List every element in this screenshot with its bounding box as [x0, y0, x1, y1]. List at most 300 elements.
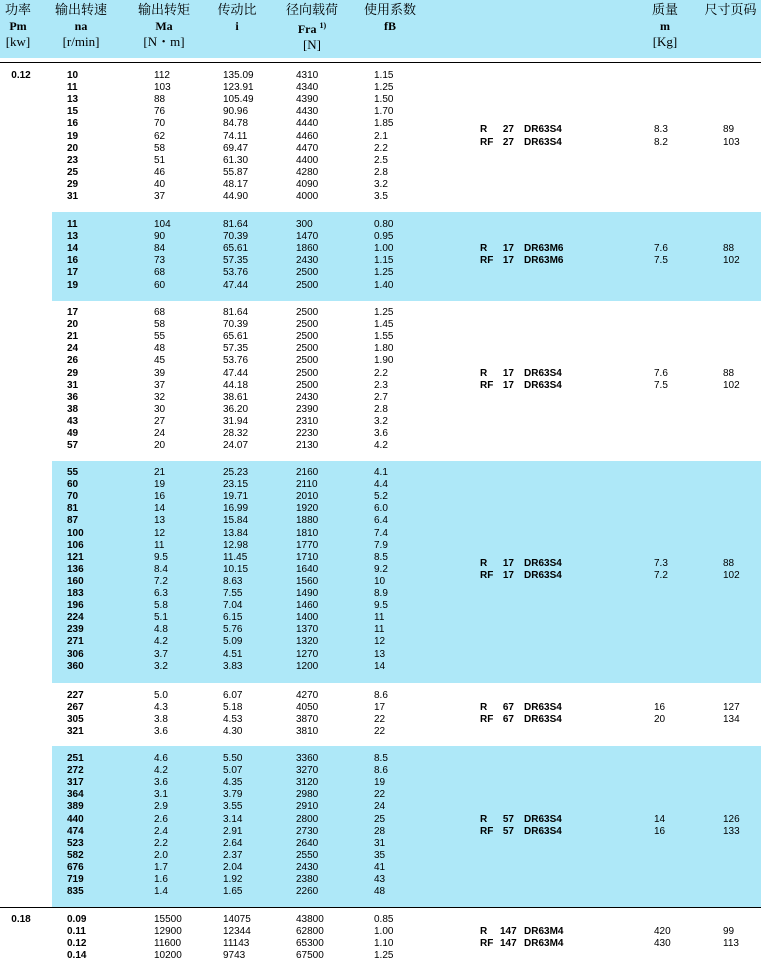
- header-fb: [360, 2, 420, 34]
- cell-ma: 10200: [154, 950, 182, 962]
- cell-ma: 2.6: [154, 813, 168, 825]
- cell-fb: 9.2: [374, 563, 388, 575]
- cell-fb: 6.0: [374, 503, 388, 515]
- cell-ma: 112: [154, 70, 170, 81]
- mass-value: 8.2: [654, 136, 668, 148]
- table-row: [0, 94, 761, 106]
- mass-value: 420: [654, 926, 671, 938]
- table-row: [0, 167, 761, 179]
- cell-fb: 1.25: [374, 267, 394, 279]
- cell-fb: 25: [374, 813, 386, 825]
- cell-i: 55.87: [223, 166, 249, 178]
- cell-fra: 67500: [296, 950, 324, 962]
- cell-ma: 9.5: [154, 551, 168, 563]
- cell-na: 15: [67, 106, 79, 118]
- model-row: [0, 926, 761, 938]
- cell-ma: 27: [154, 415, 166, 427]
- cell-ma: 103: [154, 82, 171, 94]
- cell-ma: 11: [154, 539, 165, 551]
- cell-fb: 1.40: [374, 279, 394, 291]
- table-row: [0, 319, 761, 331]
- cell-na: 24: [67, 343, 79, 355]
- cell-fra: 1880: [296, 515, 319, 527]
- cell-fra: 2500: [296, 319, 319, 331]
- header-na-symbol: na: [74, 19, 88, 33]
- model-type: RF: [480, 714, 494, 726]
- power-group-divider: [0, 62, 761, 63]
- table-row: [0, 649, 761, 661]
- cell-na: 23: [67, 154, 79, 166]
- cell-fb: 43: [374, 874, 386, 885]
- cell-fb: 17: [374, 702, 386, 714]
- cell-fb: 1.25: [374, 950, 394, 962]
- cell-ma: 55: [154, 331, 166, 343]
- table-row: [0, 801, 761, 813]
- cell-fb: 1.15: [374, 70, 394, 81]
- cell-na: 227: [67, 690, 84, 701]
- cell-fb: 1.85: [374, 118, 394, 130]
- cell-ma: 1.7: [154, 861, 168, 873]
- cell-ma: 90: [154, 231, 166, 243]
- table-row: [0, 789, 761, 801]
- cell-i: 6.07: [223, 690, 243, 701]
- table-row: [0, 343, 761, 355]
- cell-fb: 5.2: [374, 491, 388, 503]
- cell-i: 5.76: [223, 624, 243, 636]
- cell-ma: 3.8: [154, 714, 168, 726]
- cell-i: 16.99: [223, 503, 249, 515]
- cell-na: 100: [67, 527, 84, 539]
- model-row: [0, 702, 761, 714]
- motor-type: DR63M4: [524, 926, 564, 938]
- cell-fb: 8.5: [374, 551, 388, 563]
- cell-fb: 0.95: [374, 231, 394, 243]
- cell-ma: 30: [154, 403, 166, 415]
- cell-fra: 4430: [296, 106, 319, 118]
- cell-fb: 31: [374, 837, 386, 849]
- cell-ma: 62: [154, 130, 166, 142]
- cell-i: 15.84: [223, 515, 249, 527]
- cell-ma: 6.3: [154, 588, 168, 599]
- cell-fra: 4050: [296, 702, 319, 714]
- cell-i: 11143: [223, 938, 250, 950]
- cell-fra: 4460: [296, 130, 319, 142]
- model-type: RF: [480, 136, 494, 148]
- cell-fb: 48: [374, 886, 386, 898]
- cell-ma: 13: [154, 515, 166, 527]
- cell-ma: 1.4: [154, 886, 168, 898]
- cell-fb: 2.8: [374, 166, 388, 178]
- cell-na: 57: [67, 440, 79, 452]
- cell-i: 10.15: [223, 563, 249, 575]
- cell-fra: 2430: [296, 391, 319, 403]
- cell-na: 49: [67, 428, 79, 439]
- model-row: [0, 124, 761, 136]
- cell-fb: 3.2: [374, 178, 388, 190]
- cell-na: 25: [67, 166, 79, 178]
- model-row: [0, 368, 761, 380]
- header-fra-cn: 径向载荷: [285, 2, 338, 17]
- table-row: [0, 467, 761, 479]
- cell-na: 0.12: [67, 938, 87, 950]
- cell-i: 25.23: [223, 467, 249, 478]
- cell-na: 31: [67, 191, 79, 202]
- cell-ma: 5.0: [154, 690, 168, 701]
- table-row: [0, 886, 761, 898]
- table-header: [0, 0, 761, 58]
- cell-fra: 2430: [296, 255, 319, 267]
- mass-value: 8.3: [654, 124, 668, 136]
- cell-ma: 40: [154, 178, 166, 190]
- cell-na: 676: [67, 861, 84, 873]
- cell-ma: 4.2: [154, 765, 168, 777]
- page-number: 102: [723, 569, 740, 581]
- motor-type: DR63S4: [524, 124, 562, 136]
- cell-ma: 7.2: [154, 575, 168, 587]
- cell-fra: 4340: [296, 82, 319, 94]
- table-row: [0, 440, 761, 452]
- page-number: 126: [723, 813, 740, 825]
- page-number: 89: [723, 124, 735, 136]
- cell-fra: 2380: [296, 874, 319, 885]
- cell-fb: 0.80: [374, 219, 394, 230]
- header-i-symbol: i: [235, 19, 239, 33]
- cell-fb: 13: [374, 648, 386, 660]
- table-row: [0, 862, 761, 874]
- cell-na: 38: [67, 403, 79, 415]
- table-row: [0, 70, 761, 82]
- table-row: [0, 503, 761, 515]
- cell-fra: 2130: [296, 440, 319, 452]
- model-size: 17: [502, 243, 514, 255]
- page-number: 88: [723, 557, 735, 569]
- power-group-divider: [0, 907, 761, 908]
- cell-ma: 88: [154, 94, 166, 106]
- model-type: RF: [480, 938, 494, 950]
- cell-fra: 2260: [296, 886, 319, 898]
- cell-na: 106: [67, 539, 84, 551]
- cell-fb: 22: [374, 789, 386, 801]
- cell-fb: 7.4: [374, 527, 388, 539]
- mass-value: 7.6: [654, 243, 668, 255]
- cell-fra: 1320: [296, 636, 319, 648]
- cell-ma: 15500: [154, 914, 182, 925]
- cell-na: 251: [67, 753, 84, 764]
- cell-na: 196: [67, 600, 84, 612]
- motor-type: DR63S4: [524, 702, 562, 714]
- cell-i: 12344: [223, 926, 251, 938]
- cell-na: 523: [67, 837, 84, 849]
- cell-fb: 1.00: [374, 243, 394, 255]
- cell-i: 5.18: [223, 702, 243, 714]
- cell-fra: 2800: [296, 813, 319, 825]
- cell-na: 17: [67, 267, 79, 279]
- cell-na: 16: [67, 255, 79, 267]
- header-mass-unit: [Kg]: [652, 34, 678, 49]
- cell-ma: 104: [154, 219, 171, 230]
- model-type: R: [480, 557, 488, 569]
- cell-ma: 2.2: [154, 837, 168, 849]
- cell-i: 3.83: [223, 660, 243, 672]
- cell-ma: 3.2: [154, 660, 168, 672]
- cell-na: 305: [67, 714, 84, 726]
- cell-na: 19: [67, 130, 79, 142]
- cell-fra: 2500: [296, 343, 319, 355]
- cell-fb: 7.9: [374, 539, 388, 551]
- cell-fra: 1640: [296, 563, 319, 575]
- page-number: 102: [723, 379, 740, 391]
- cell-i: 2.04: [223, 861, 243, 873]
- cell-fb: 1.80: [374, 343, 394, 355]
- cell-fra: 1490: [296, 588, 319, 599]
- header-pm-cn: 功率: [4, 2, 31, 17]
- cell-i: 38.61: [223, 391, 249, 403]
- cell-fra: 1200: [296, 660, 319, 672]
- table-row: [0, 838, 761, 850]
- cell-fra: 2500: [296, 279, 319, 291]
- table-row: [0, 331, 761, 343]
- cell-na: 267: [67, 702, 84, 714]
- cell-fra: 1470: [296, 231, 319, 243]
- cell-fra: 1920: [296, 503, 319, 515]
- cell-na: 183: [67, 588, 84, 599]
- cell-na: 70: [67, 491, 79, 503]
- cell-ma: 24: [154, 428, 166, 439]
- header-mass-symbol: m: [660, 19, 670, 33]
- motor-type: DR63S4: [524, 367, 562, 379]
- model-row: [0, 938, 761, 950]
- cell-na: 0.11: [67, 926, 86, 938]
- model-type: RF: [480, 825, 494, 837]
- cell-fra: 2730: [296, 825, 319, 837]
- table-row: [0, 914, 761, 926]
- cell-ma: 5.1: [154, 612, 168, 624]
- cell-na: 60: [67, 479, 79, 491]
- table-row: [0, 404, 761, 416]
- cell-ma: 45: [154, 355, 166, 367]
- cell-na: 239: [67, 624, 84, 636]
- cell-i: 1.92: [223, 874, 243, 885]
- header-page: [700, 2, 761, 18]
- cell-i: 4.35: [223, 777, 243, 789]
- table-row: [0, 690, 761, 702]
- cell-na: 272: [67, 765, 84, 777]
- table-row: [0, 624, 761, 636]
- table-row: [0, 428, 761, 440]
- table-row: [0, 636, 761, 648]
- cell-fb: 9.5: [374, 600, 388, 612]
- model-type: RF: [480, 569, 494, 581]
- header-ma-cn: 输出转矩: [137, 2, 190, 17]
- cell-fra: 1460: [296, 600, 319, 612]
- table-row: [0, 874, 761, 886]
- cell-fb: 19: [374, 777, 386, 789]
- cell-i: 70.39: [223, 231, 249, 243]
- cell-na: 14: [67, 243, 79, 255]
- cell-na: 582: [67, 849, 84, 861]
- table-row: [0, 416, 761, 428]
- cell-i: 3.55: [223, 801, 243, 813]
- cell-fb: 1.50: [374, 94, 394, 106]
- cell-fb: 24: [374, 801, 386, 813]
- cell-fb: 2.5: [374, 154, 388, 166]
- cell-fb: 1.00: [374, 926, 394, 938]
- cell-ma: 68: [154, 307, 166, 318]
- cell-ma: 39: [154, 367, 166, 379]
- motor-type: DR63S4: [524, 825, 562, 837]
- cell-fb: 14: [374, 660, 386, 672]
- cell-i: 84.78: [223, 118, 249, 130]
- cell-i: 81.64: [223, 219, 249, 230]
- table-row: [0, 307, 761, 319]
- cell-i: 70.39: [223, 319, 249, 331]
- page-number: 102: [723, 255, 740, 267]
- cell-ma: 3.6: [154, 777, 168, 789]
- table-row: [0, 753, 761, 765]
- model-row: [0, 380, 761, 392]
- cell-i: 53.76: [223, 267, 249, 279]
- cell-fra: 2230: [296, 428, 319, 439]
- header-i-cn: 传动比: [217, 2, 257, 17]
- cell-fra: 1810: [296, 527, 319, 539]
- cell-ma: 19: [154, 479, 166, 491]
- model-row: [0, 826, 761, 838]
- header-fra-footnote: 1): [319, 21, 327, 30]
- cell-fra: 300: [296, 219, 313, 230]
- cell-ma: 68: [154, 267, 166, 279]
- cell-fb: 22: [374, 714, 386, 726]
- cell-ma: 51: [154, 154, 166, 166]
- cell-fra: 2640: [296, 837, 319, 849]
- cell-fb: 10: [374, 575, 386, 587]
- cell-fb: 1.25: [374, 307, 394, 318]
- model-size: 17: [502, 569, 514, 581]
- cell-na: 321: [67, 726, 84, 738]
- table-row: [0, 612, 761, 624]
- cell-fra: 3870: [296, 714, 319, 726]
- cell-fra: 2010: [296, 491, 319, 503]
- model-size: 27: [502, 124, 514, 136]
- cell-na: 19: [67, 279, 79, 291]
- motor-type: DR63S4: [524, 813, 562, 825]
- cell-na: 11: [67, 82, 78, 94]
- header-mass: [645, 2, 685, 50]
- cell-ma: 2.4: [154, 825, 168, 837]
- cell-i: 65.61: [223, 243, 249, 255]
- cell-ma: 12: [154, 527, 166, 539]
- cell-i: 47.44: [223, 279, 249, 291]
- cell-fra: 2390: [296, 403, 319, 415]
- cell-ma: 5.8: [154, 600, 168, 612]
- cell-fra: 1400: [296, 612, 319, 624]
- cell-fra: 1270: [296, 648, 319, 660]
- mass-value: 7.5: [654, 379, 668, 391]
- cell-i: 123.91: [223, 82, 254, 94]
- cell-i: 3.79: [223, 789, 243, 801]
- cell-na: 81: [67, 503, 79, 515]
- cell-i: 23.15: [223, 479, 249, 491]
- mass-value: 16: [654, 825, 666, 837]
- page-number: 103: [723, 136, 740, 148]
- cell-fra: 1560: [296, 575, 319, 587]
- header-na-cn: 输出转速: [54, 2, 107, 17]
- table-row: [0, 231, 761, 243]
- cell-i: 1.65: [223, 886, 243, 898]
- cell-na: 317: [67, 777, 84, 789]
- cell-ma: 11600: [154, 938, 182, 950]
- table-row: [0, 528, 761, 540]
- cell-fb: 22: [374, 726, 386, 738]
- cell-na: 306: [67, 648, 84, 660]
- table-row: [0, 726, 761, 738]
- cell-i: 5.09: [223, 636, 243, 648]
- cell-ma: 4.3: [154, 702, 168, 714]
- cell-fb: 1.25: [374, 82, 394, 94]
- cell-fb: 28: [374, 825, 386, 837]
- cell-fra: 4470: [296, 142, 319, 154]
- header-na: [52, 2, 110, 50]
- cell-fra: 3120: [296, 777, 319, 789]
- cell-fb: 4.4: [374, 479, 388, 491]
- cell-i: 53.76: [223, 355, 249, 367]
- table-row: [0, 219, 761, 231]
- header-fra-unit: [N]: [302, 37, 322, 52]
- cell-fra: 2500: [296, 307, 319, 318]
- table-row: [0, 491, 761, 503]
- cell-ma: 32: [154, 391, 166, 403]
- model-size: 17: [502, 367, 514, 379]
- table-row: [0, 280, 761, 292]
- model-size: 67: [502, 714, 514, 726]
- table-row: [0, 540, 761, 552]
- cell-i: 3.14: [223, 813, 243, 825]
- cell-i: 105.49: [223, 94, 254, 106]
- cell-na: 136: [67, 563, 84, 575]
- cell-ma: 37: [154, 191, 166, 202]
- cell-fra: 2430: [296, 861, 319, 873]
- cell-ma: 37: [154, 379, 166, 391]
- cell-fb: 3.6: [374, 428, 388, 439]
- table-row: [0, 355, 761, 367]
- cell-fb: 12: [374, 636, 386, 648]
- power-value: 0.18: [11, 914, 31, 925]
- cell-i: 28.32: [223, 428, 249, 439]
- cell-na: 389: [67, 801, 84, 813]
- cell-na: 20: [67, 142, 79, 154]
- cell-ma: 2.0: [154, 849, 168, 861]
- cell-i: 65.61: [223, 331, 249, 343]
- cell-ma: 2.9: [154, 801, 168, 813]
- cell-fb: 8.6: [374, 690, 388, 701]
- cell-na: 21: [67, 331, 79, 343]
- model-size: 27: [502, 136, 514, 148]
- cell-fb: 8.6: [374, 765, 388, 777]
- cell-na: 29: [67, 178, 79, 190]
- cell-ma: 58: [154, 142, 166, 154]
- cell-fb: 2.3: [374, 379, 388, 391]
- cell-na: 0.14: [67, 950, 87, 962]
- cell-i: 90.96: [223, 106, 249, 118]
- cell-i: 74.11: [223, 130, 248, 142]
- cell-fra: 2500: [296, 355, 319, 367]
- cell-fra: 2500: [296, 379, 319, 391]
- cell-i: 9743: [223, 950, 246, 962]
- table-row: [0, 588, 761, 600]
- table-row: [0, 765, 761, 777]
- model-type: R: [480, 243, 488, 255]
- power-value: 0.12: [11, 70, 31, 81]
- cell-fb: 1.70: [374, 106, 394, 118]
